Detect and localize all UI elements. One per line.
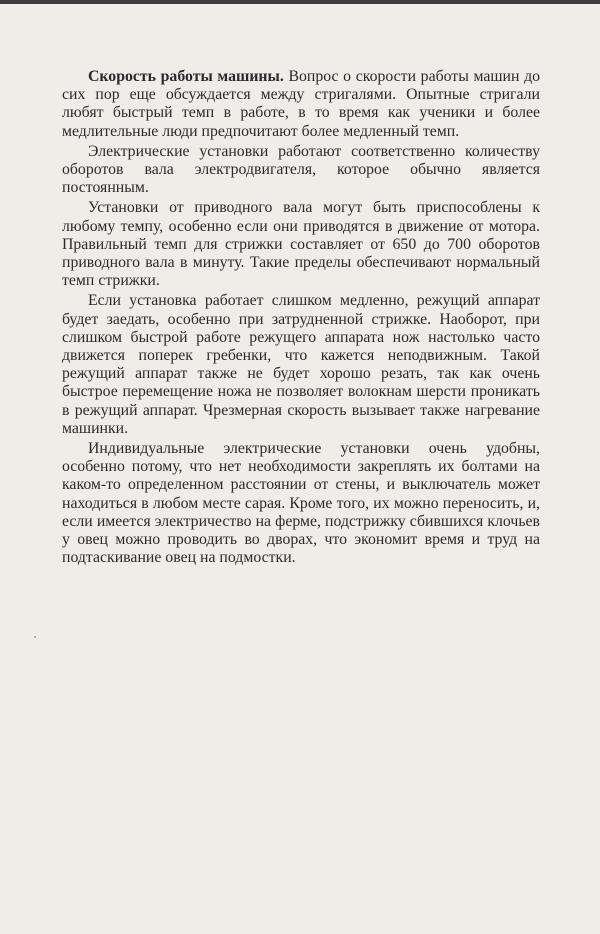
paragraph-drive-shaft: Установки от приводного вала могут быть приспособлены к любому темпу, особенно если они приводятся в движение от мотора. Правильный темп для стрижки составляет от 650 до 700 оборотов приводного вала в минуту. Такие пределы обеспечивают нормальный темп стрижки.: [62, 199, 540, 290]
paragraph-electric: Электрические установки работают соответственно количеству оборотов вала электродвигателя, которое обычно является постоянным.: [62, 142, 540, 197]
section-heading: Скорость работы машины.: [88, 68, 284, 85]
paragraph-individual: Индивидуальные электрические установки очень удобны, особенно потому, что нет необходимости закреплять их болтами на каком-то определенном расстоянии от стены, и выключатель может находиться в любом месте сарая. Кроме того, их можно переносить, и, если имеется электричество на ферме, подстрижку сбившихся клочьев у овец можно проводить во дворах, что экономит время и труд на подтаскивание овец на подмостки.: [62, 440, 540, 567]
top-border-rule: [0, 0, 600, 4]
paragraph-speed: [62, 68, 540, 141]
print-speck: [34, 636, 36, 638]
paragraph-text: Вопрос о скорости работы машин до сих пор еще обсуждается между стригалями. Опытные стригали любят быстрый темп в работе, в то время как ученики и более медлительные люди предпочитают более медленный темп.: [62, 68, 541, 140]
paragraph-cutter: Если установка работает слишком медленно, режущий аппарат будет заедать, особенно при затрудненной стрижке. Наоборот, при слишком быстрой работе режущего аппарата нож настолько часто движется поперек гребенки, что кажется неподвижным. Такой режущий аппарат также не будет хорошо резать, так как очень быстрое перемещение ножа не позволяет волокнам шерсти проникать в режущий аппарат. Чрезмерная скорость вызывает также нагревание машинки.: [62, 292, 540, 437]
page-body: [62, 68, 540, 569]
